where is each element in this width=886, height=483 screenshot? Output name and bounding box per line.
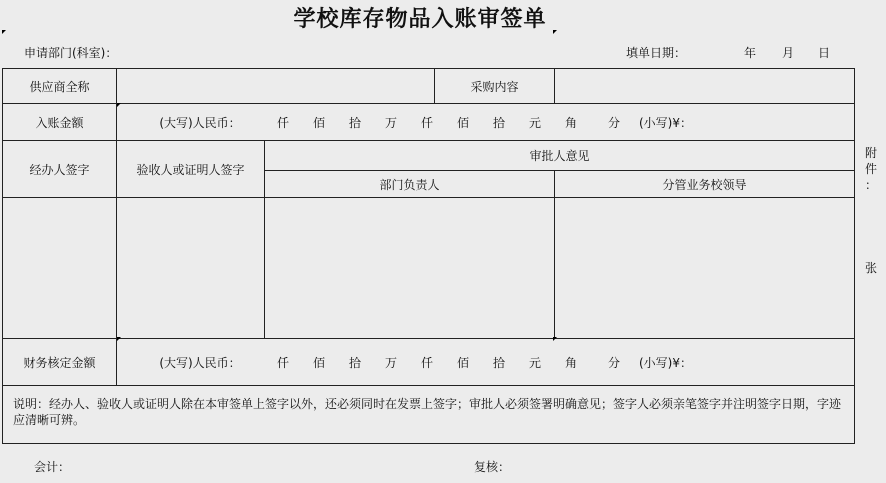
purchase-content-field[interactable]: [555, 69, 855, 104]
finance-money-row: [117, 339, 854, 385]
amount-unit: 分: [607, 115, 620, 130]
finance-unit: 佰: [456, 355, 469, 370]
corner-mark: [553, 337, 557, 341]
corner-mark: [553, 30, 557, 34]
finance-lower-label: (小写)¥：: [639, 355, 692, 370]
corner-mark: [117, 337, 121, 341]
finance-unit: 元: [528, 355, 541, 370]
amount-label: 入账金额: [3, 104, 117, 141]
amount-unit: 仟: [276, 115, 289, 130]
department-label: 申请部门(科室)：: [24, 46, 118, 60]
amount-unit: 万: [384, 115, 397, 130]
handler-signature-label: 经办人签字: [3, 141, 117, 198]
finance-amount-field[interactable]: [117, 339, 855, 386]
amount-lower-label: (小写)¥：: [639, 115, 692, 130]
finance-unit: 仟: [420, 355, 433, 370]
handler-signature-field[interactable]: [3, 198, 117, 339]
dept-head-signature-field[interactable]: [265, 198, 555, 339]
finance-unit: 仟: [276, 355, 289, 370]
finance-unit: 角: [564, 355, 577, 370]
attachment-char: 件: [864, 162, 877, 176]
supplier-field[interactable]: [117, 69, 435, 104]
accountant-label: 会计：: [34, 460, 71, 474]
receiver-signature-label: 验收人或证明人签字: [117, 141, 265, 198]
receiver-signature-field[interactable]: [117, 198, 265, 339]
amount-unit: 角: [564, 115, 577, 130]
instructions-note: 说明：经办人、验收人或证明人除在本审签单上签字以外，还必须同时在发票上签字；审批人必须签署明确意见；签字人必须亲笔签字并注明签字日期，字迹应清晰可辨。: [3, 386, 855, 444]
approver-opinion-label: 审批人意见: [265, 141, 855, 171]
finance-unit: 万: [384, 355, 397, 370]
corner-mark: [2, 30, 6, 34]
attachment-char: ：: [864, 178, 877, 192]
school-leader-signature-field[interactable]: [555, 198, 855, 339]
amount-unit: 仟: [420, 115, 433, 130]
fill-date-label: 填单日期：: [626, 46, 687, 60]
supplier-label: 供应商全称: [3, 69, 117, 104]
amount-money-row: [117, 104, 854, 140]
attachment-char: 附: [864, 146, 877, 160]
amount-upper-label: (大写)人民币：: [159, 115, 241, 130]
form-title: 学校库存物品入账审签单: [293, 6, 547, 32]
finance-unit: 分: [607, 355, 620, 370]
amount-unit: 元: [528, 115, 541, 130]
school-leader-label: 分管业务校领导: [555, 171, 855, 198]
corner-mark: [117, 103, 121, 107]
month-label: 月: [782, 46, 795, 60]
finance-unit: 拾: [492, 355, 505, 370]
finance-unit: 拾: [348, 355, 361, 370]
finance-upper-label: (大写)人民币：: [159, 355, 241, 370]
finance-amount-label: 财务核定金额: [3, 339, 117, 386]
amount-unit: 佰: [456, 115, 469, 130]
attachment-label: [860, 145, 882, 193]
dept-head-label: 部门负责人: [265, 171, 555, 198]
amount-field[interactable]: [117, 104, 855, 141]
amount-unit: 拾: [348, 115, 361, 130]
year-label: 年: [744, 46, 757, 60]
amount-unit: 佰: [312, 115, 325, 130]
approval-form-table: [2, 68, 855, 444]
finance-unit: 佰: [312, 355, 325, 370]
reviewer-label: 复核：: [474, 460, 511, 474]
sheet-count-label: 张: [864, 261, 877, 275]
amount-unit: 拾: [492, 115, 505, 130]
day-label: 日: [818, 46, 831, 60]
purchase-content-label: 采购内容: [435, 69, 555, 104]
